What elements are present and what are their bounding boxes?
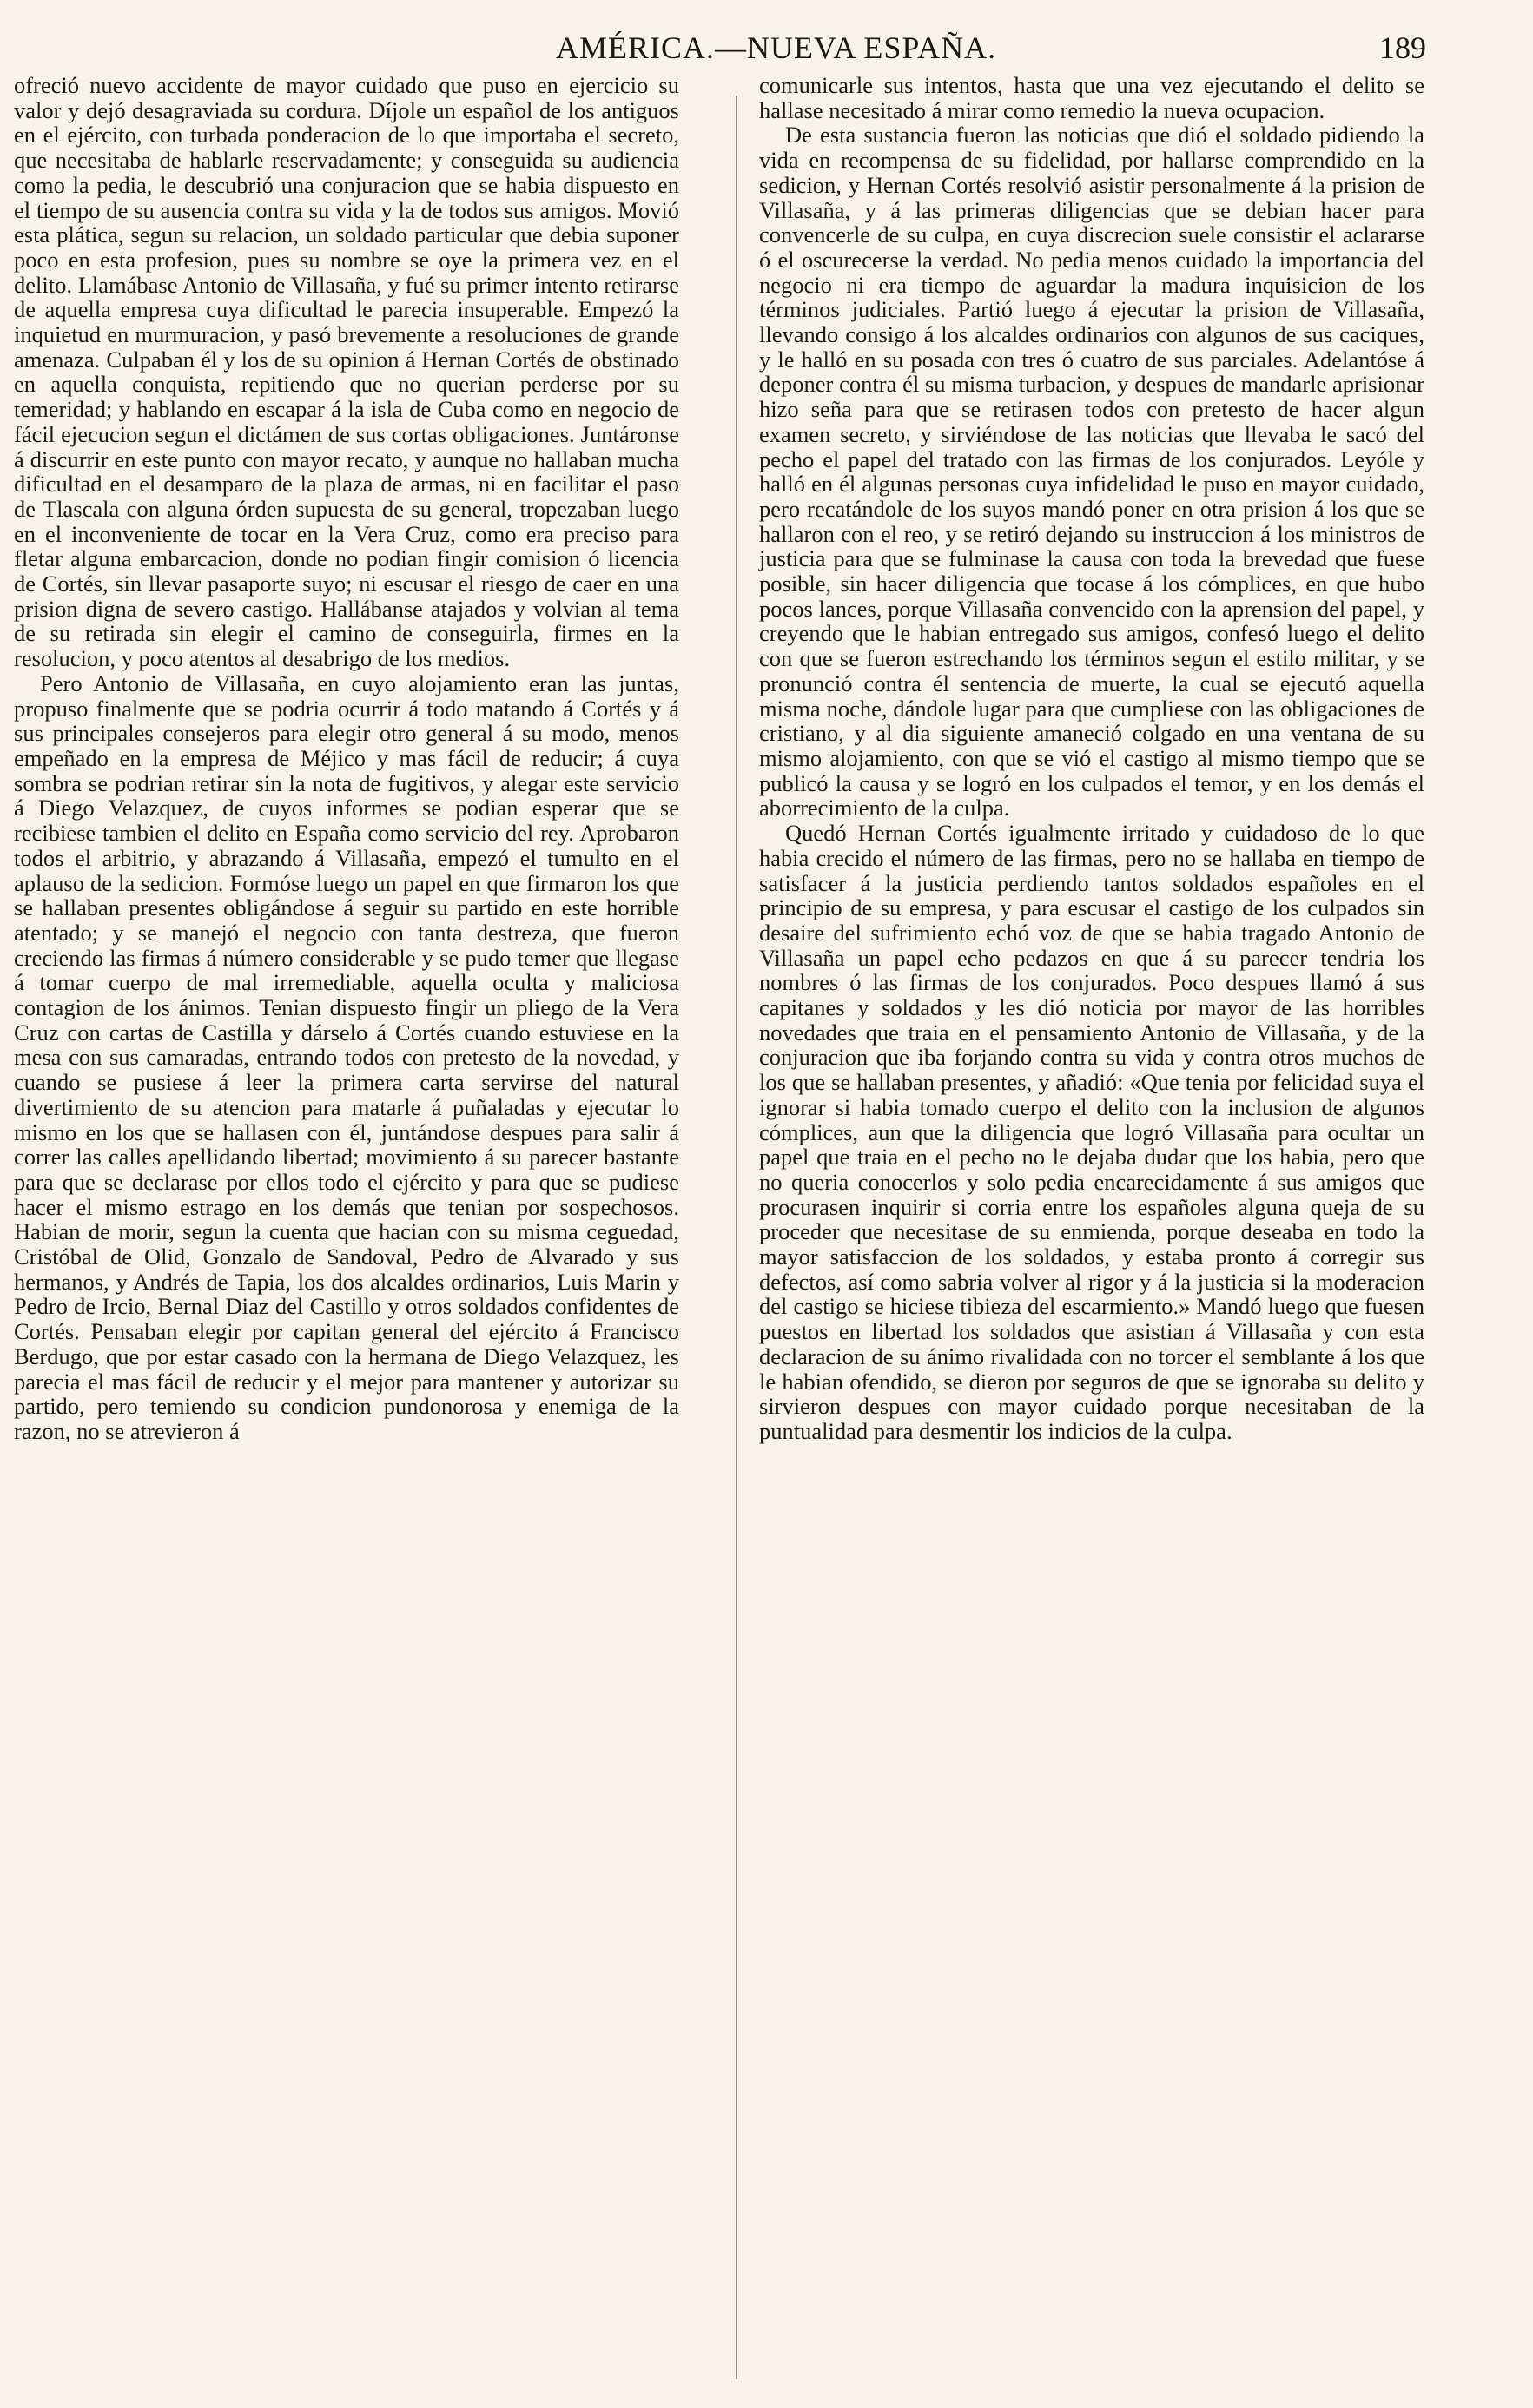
paragraph: comunicarle sus intentos, hasta que una vez ejecutando el delito se hallase necesitado á mirar como remedio la nueva ocupacion. bbox=[759, 72, 1424, 123]
right-column bbox=[759, 73, 1424, 1444]
page-number: 189 bbox=[1379, 30, 1426, 65]
paragraph: Quedó Hernan Cortés igualmente irritado y cuidadoso de lo que habia crecido el número de las firmas, pero no se hallaba en tiempo de satisfacer á la justicia perdiendo tantos soldados españoles en el principio de su empresa, y para escusar el castigo de los culpados sin desaire del sufrimiento echó voz de que se habia tragado Antonio de Villasaña un papel echo pedazos en que á su parecer tendria los nombres ó las firmas de los conjurados. Poco despues llamó á sus capitanes y soldados y les dió noticia por mayor de las horribles novedades que traia en el pensamiento Antonio de Villasaña, y de la conjuracion que iba forjando contra su vida y contra otros muchos de los que se hallaban presentes, y añadió: «Que tenia por felicidad suya el ignorar si habia tomado cuerpo el delito con la inclusion de algunos cómplices, aun que la diligencia que logró Villasaña para ocultar un papel que traia en el pecho no le dejaba dudar que los habia, pero que no queria conocerlos y solo pedia encarecidamente á sus amigos que procurasen inquirir si corria entre los españoles alguna queja de su proceder que necesitase de su enmienda, porque deseaba en todo la mayor satisfaccion de los soldados, y estaba pronto á corregir sus defectos, así como sabria volver al rigor y á la justicia si la moderacion del castigo se hiciese tibieza del escarmiento.» Mandó luego que fuesen puestos en libertad los soldados que asistian á Villasaña y con esta declaracion de su ánimo rivalidada con no torcer el semblante á los que le habian ofendido, se dieron por seguros de que se ignoraba su delito y sirvieron despues con mayor cuidado porque necesitaban de la puntualidad para desmentir los indicios de la culpa. bbox=[759, 820, 1424, 1444]
paragraph: De esta sustancia fueron las noticias que dió el soldado pidiendo la vida en recompensa de su fidelidad, por hallarse comprendido en la sedicion, y Hernan Cortés resolvió asistir personalmente á la prision de Villasaña, y á las primeras diligencias que se debian hacer para convencerle de su culpa, en cuya discrecion suele consistir el aclararse ó el oscurecerse la verdad. No pedia menos cuidado la importancia del negocio ni era tiempo de aguardar la madura inquisicion de los términos judiciales. Partió luego á ejecutar la prision de Villasaña, llevando consigo á los alcaldes ordinarios con algunos de sus caciques, y le halló en su posada con tres ó cuatro de sus parciales. Adelantóse á deponer contra él su misma turbacion, y despues de mandarle aprisionar hizo seña para que se retirasen todos con pretesto de hacer algun examen secreto, y sirviéndose de las noticias que llevaba le sacó del pecho el papel del tratado con las firmas de los conjurados. Leyóle y halló en él algunas personas cuya infidelidad le puso en mayor cuidado, pero recatándole de los suyos mandó poner en otra prision á los que se hallaron con el reo, y se retiró dejando su instruccion á los ministros de justicia para que se fulminase la causa con toda la brevedad que fuese posible, sin hacer diligencia que tocase á los cómplices, en que hubo pocos lances, porque Villasaña convencido con la aprension del papel, y creyendo que le habian entregado sus amigos, confesó luego el delito con que se fueron estrechando los términos segun el estilo militar, y se pronunció contra él sentencia de muerte, la cual se ejecutó aquella misma noche, dándole lugar para que cumpliese con las obligaciones de cristiano, y al dia siguiente amaneció colgado en una ventana de su mismo alojamiento, con que se vió el castigo al mismo tiempo que se publicó la causa y se logró en los culpados el temor, y en los demás el aborrecimiento de la culpa. bbox=[759, 122, 1424, 821]
paragraph: ofreció nuevo accidente de mayor cuidado que puso en ejercicio su valor y dejó desagraviada su cordura. Díjole un español de los antiguos en el ejército, con turbada ponderacion de lo que importaba el secreto, que necesitaba de hablarle reservadamente; y conseguida su audiencia como la pedia, le descubrió una conjuracion que se habia dispuesto en el tiempo de su ausencia contra su vida y la de todos sus amigos. Movió esta plática, segun su relacion, un soldado particular que debia suponer poco en esta profesion, pues su nombre se oye la primera vez en el delito. Llamábase Antonio de Villasaña, y fué su primer intento retirarse de aquella empresa cuya dificultad le parecia insuperable. Empezó la inquietud en murmuracion, y pasó brevemente a resoluciones de grande amenaza. Culpaban él y los de su opinion á Hernan Cortés de obstinado en aquella conquista, repitiendo que no querian perderse por su temeridad; y hablando en escapar á la isla de Cuba como en negocio de fácil ejecucion segun el dictámen de sus cortas obligaciones. Juntáronse á discurrir en este punto con mayor recato, y aunque no hallaban mucha dificultad en el desamparo de la plaza de armas, ni en facilitar el paso de Tlascala con alguna órden supuesta de su general, tropezaban luego en el inconveniente de tocar en la Vera Cruz, como era preciso para fletar alguna embarcacion, donde no podian fingir comision ó licencia de Cortés, sin llevar pasaporte suyo; ni escusar el riesgo de caer en una prision digna de severo castigo. Hallábanse atajados y volvian al tema de su retirada sin elegir el camino de conseguirla, firmes en la resolucion, y poco atentos al desabrigo de los medios. bbox=[14, 72, 679, 672]
left-column bbox=[14, 73, 679, 1444]
paragraph: Pero Antonio de Villasaña, en cuyo alojamiento eran las juntas, propuso finalmente que se podria ocurrir á todo matando á Cortés y á sus principales consejeros para elegir otro general á su modo, menos empeñado en la empresa de Méjico y mas fácil de reducir; á cuya sombra se podrian retirar sin la nota de fugitivos, y alegar este servicio á Diego Velazquez, de cuyos informes se podian esperar que se recibiese tambien el delito en España como servicio del rey. Aprobaron todos el arbitrio, y abrazando á Villasaña, empezó el tumulto en el aplauso de la sedicion. Formóse luego un papel en que firmaron los que se hallaban presentes obligándose á seguir su partido en este horrible atentado; y se manejó el negocio con tanta destreza, que fueron creciendo las firmas á número considerable y se pudo temer que llegase á tomar cuerpo de mal irremediable, aquella oculta y maliciosa contagion de los ánimos. Tenian dispuesto fingir un pliego de la Vera Cruz con cartas de Castilla y dárselo á Cortés cuando estuviese en la mesa con sus camaradas, entrando todos con pretesto de la novedad, y cuando se pusiese á leer la primera carta servirse del natural divertimiento de su atencion para matarle á puñaladas y ejecutar lo mismo en los que se hallasen con él, juntándose despues para salir á correr las calles apellidando libertad; movimiento á su parecer bastante para que se declarase por ellos todo el ejército y para que se pudiese hacer el mismo estrago en los demás que tenian por sospechosos. Habian de morir, segun la cuenta que hacian con su misma ceguedad, Cristóbal de Olid, Gonzalo de Sandoval, Pedro de Alvarado y sus hermanos, y Andrés de Tapia, los dos alcaldes ordinarios, Luis Marin y Pedro de Ircio, Bernal Diaz del Castillo y otros soldados confidentes de Cortés. Pensaban elegir por capitan general del ejército á Francisco Berdugo, que por estar casado con la hermana de Diego Velazquez, les parecia el mas fácil de reducir y el mejor para mantener y autorizar su partido, pero temiendo su condicion pundonorosa y enemiga de la razon, no se atrevieron á bbox=[14, 670, 679, 1444]
running-title: AMÉRICA.—NUEVA ESPAÑA. bbox=[556, 30, 997, 65]
column-divider bbox=[736, 96, 737, 2379]
